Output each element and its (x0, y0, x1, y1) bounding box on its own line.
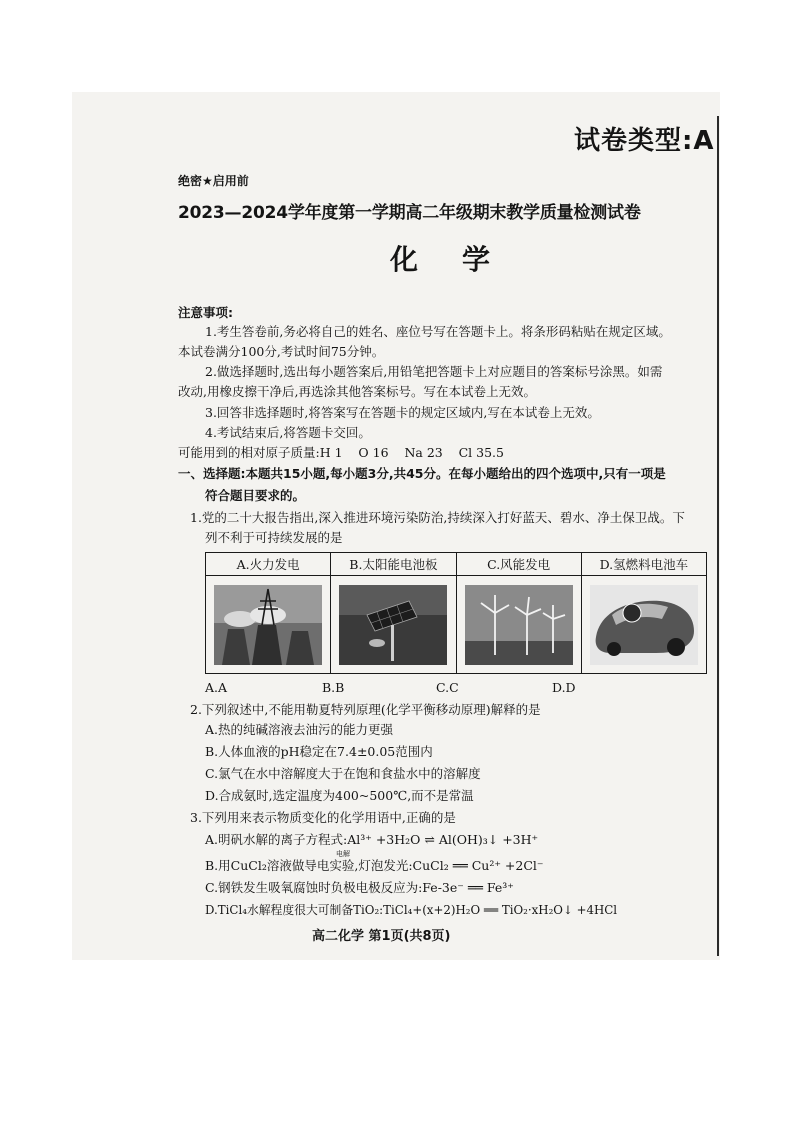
thermal-power-photo (206, 576, 331, 674)
wind-turbine-image (465, 585, 573, 665)
option-a-header: A.火力发电 (206, 553, 331, 576)
hydrogen-car-image (590, 585, 698, 665)
subject-title: 化学 (390, 243, 535, 276)
note-line-5: 3.回答非选择题时,将答案写在答题卡的规定区域内,写在本试卷上无效。 (205, 405, 600, 420)
q1-choice-c: C.C (436, 680, 459, 695)
note-line-3: 2.做选择题时,选出每小题答案后,用铅笔把答题卡上对应题目的答案标号涂黑。如需 (205, 364, 663, 379)
q3-option-c: C.钢铁发生吸氧腐蚀时负极电极反应为:Fe-3e⁻ ══ Fe³⁺ (205, 880, 514, 895)
note-line-6: 4.考试结束后,将答题卡交回。 (205, 425, 371, 440)
q1-stem-line-2: 列不利于可持续发展的是 (205, 530, 343, 545)
q2-option-d: D.合成氨时,选定温度为400~500℃,而不是常温 (205, 788, 474, 803)
note-line-1: 1.考生答卷前,务必将自己的姓名、座位号写在答题卡上。将条形码粘贴在规定区域。 (205, 324, 671, 339)
q1-choice-d: D.D (552, 680, 576, 695)
option-d-header: D.氢燃料电池车 (581, 553, 706, 576)
q2-option-b: B.人体血液的pH稳定在7.4±0.05范围内 (205, 744, 433, 759)
page-footer: 高二化学 第1页(共8页) (312, 929, 451, 944)
electrolysis-label: 电解 (336, 850, 350, 858)
q3-option-a: A.明矾水解的离子方程式:Al³⁺ +3H₂O ⇌ Al(OH)₃↓ +3H⁺ (205, 832, 539, 847)
option-b-header: B.太阳能电池板 (331, 553, 456, 576)
q3-stem: 3.下列用来表示物质变化的化学用语中,正确的是 (190, 810, 456, 825)
solar-panel-image (339, 585, 447, 665)
paper-type-label: 试卷类型:A (574, 126, 715, 156)
solar-panel-photo (331, 576, 456, 674)
section-one-line-2: 符合题目要求的。 (205, 488, 306, 503)
secret-label: 绝密★启用前 (178, 174, 249, 188)
q3-option-d: D.TiCl₄水解程度很大可制备TiO₂:TiCl₄+(x+2)H₂O ══ TiO₂·xH₂O↓ +4HCl (205, 903, 618, 917)
q3-option-b: B.用CuCl₂溶液做导电实验,灯泡发光:CuCl₂ ══ Cu²⁺ +2Cl⁻ (205, 858, 544, 873)
q2-option-a: A.热的纯碱溶液去油污的能力更强 (205, 722, 394, 737)
option-c-header: C.风能发电 (456, 553, 581, 576)
q2-stem: 2.下列叙述中,不能用勒夏特列原理(化学平衡移动原理)解释的是 (190, 702, 541, 717)
section-one-line-1: 一、选择题:本题共15小题,每小题3分,共45分。在每小题给出的四个选项中,只有一项是 (178, 466, 666, 481)
q1-options-table (205, 552, 707, 674)
wind-power-photo (456, 576, 581, 674)
q2-option-c: C.氯气在水中溶解度大于在饱和食盐水中的溶解度 (205, 766, 481, 781)
notes-heading: 注意事项: (178, 305, 233, 320)
note-line-2: 本试卷满分100分,考试时间75分钟。 (178, 344, 385, 359)
paper-edge-line (717, 116, 719, 956)
note-line-4: 改动,用橡皮擦干净后,再选涂其他答案标号。写在本试卷上无效。 (178, 384, 536, 399)
thermal-power-image (214, 585, 322, 665)
atomic-mass-line: 可能用到的相对原子质量:H 1 O 16 Na 23 Cl 35.5 (178, 445, 504, 460)
q1-choice-b: B.B (322, 680, 345, 695)
exam-title: 2023—2024学年度第一学期高二年级期末教学质量检测试卷 (178, 203, 641, 223)
q1-stem-line-1: 1.党的二十大报告指出,深入推进环境污染防治,持续深入打好蓝天、碧水、净土保卫战。下 (190, 510, 685, 525)
q1-choice-a: A.A (205, 680, 228, 695)
hydrogen-car-photo (581, 576, 706, 674)
